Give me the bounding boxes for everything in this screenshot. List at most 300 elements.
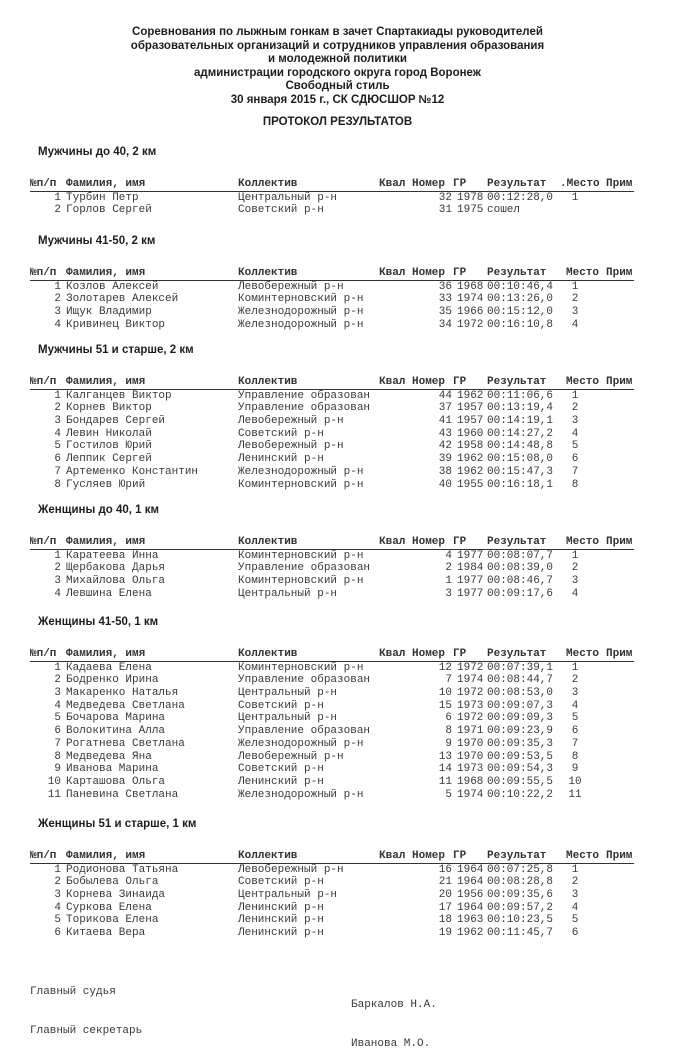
result-time: 00:15:47,3 xyxy=(487,465,554,478)
team-name: Советский р-н xyxy=(238,699,324,712)
athlete-name: Щербакова Дарья xyxy=(66,562,166,575)
col-header-team: Коллектив xyxy=(238,376,298,388)
athlete-name: Корнева Зинаида xyxy=(66,889,166,902)
signature-row xyxy=(30,1012,650,1050)
athlete-name: Бондарев Сергей xyxy=(66,415,166,428)
team-name: Советский р-н xyxy=(238,763,324,776)
table-row xyxy=(30,281,634,294)
col-header-qual: Квал xyxy=(379,178,406,190)
row-num: 2 xyxy=(54,562,61,575)
col-header-qual: Квал xyxy=(379,850,406,862)
col-header-place: Место xyxy=(566,267,600,279)
bib-number: 19 xyxy=(438,927,452,940)
birth-year: 1974 xyxy=(457,674,484,687)
col-header-note: Прим xyxy=(606,267,633,279)
athlete-name: Кривинец Виктор xyxy=(66,318,166,331)
table-row xyxy=(30,192,634,205)
athlete-name: Волокитина Алла xyxy=(66,725,166,738)
team-name: Коминтерновский р-н xyxy=(238,575,364,588)
place: 7 xyxy=(571,465,579,478)
team-name: Управление образован xyxy=(238,674,371,687)
place: 3 xyxy=(571,889,579,902)
birth-year: 1974 xyxy=(457,293,484,306)
bib-number: 38 xyxy=(438,465,452,478)
result-time: 00:13:19,4 xyxy=(487,402,554,415)
bib-number: 14 xyxy=(438,763,452,776)
bib-number: 33 xyxy=(438,293,452,306)
birth-year: 1956 xyxy=(457,889,484,902)
col-header-qual: Квал xyxy=(379,648,406,660)
result-time: 00:08:53,0 xyxy=(487,687,554,700)
row-num: 6 xyxy=(54,453,61,466)
results-table xyxy=(30,648,634,801)
athlete-name: Бочарова Марина xyxy=(66,712,166,725)
bib-number: 12 xyxy=(438,661,452,674)
table-row xyxy=(30,902,634,915)
col-header-result: Результат xyxy=(487,267,547,279)
col-header-name: Фамилия, имя xyxy=(66,376,146,388)
col-header-num: №п/п xyxy=(30,850,57,862)
birth-year: 1975 xyxy=(457,204,484,217)
place: 6 xyxy=(571,453,579,466)
team-name: Левобережный р-н xyxy=(238,750,344,763)
birth-year: 1973 xyxy=(457,763,484,776)
place: 4 xyxy=(571,699,579,712)
result-time: 00:07:25,8 xyxy=(487,863,554,876)
bib-number: 43 xyxy=(438,427,452,440)
bib-number: 15 xyxy=(438,699,452,712)
table-row xyxy=(30,440,634,453)
place: 4 xyxy=(571,587,579,600)
col-header-note: Прим xyxy=(606,376,633,388)
bib-number: 10 xyxy=(438,687,452,700)
team-name: Левобережный р-н xyxy=(238,280,344,293)
bib-number: 5 xyxy=(445,788,452,801)
row-num: 4 xyxy=(54,587,61,600)
row-num: 8 xyxy=(54,750,61,763)
col-header-result: Результат xyxy=(487,850,547,862)
table-row xyxy=(30,466,634,479)
table-row xyxy=(30,914,634,927)
team-name: Левобережный р-н xyxy=(238,440,344,453)
table-header xyxy=(30,850,634,864)
results-table xyxy=(30,267,634,331)
table-row xyxy=(30,575,634,588)
result-time: 00:08:39,0 xyxy=(487,562,554,575)
place: 1 xyxy=(571,549,579,562)
place: 3 xyxy=(571,575,579,588)
team-name: Левобережный р-н xyxy=(238,415,344,428)
birth-year: 1971 xyxy=(457,725,484,738)
row-num: 1 xyxy=(54,863,61,876)
col-header-team: Коллектив xyxy=(238,648,298,660)
table-row xyxy=(30,927,634,940)
table-row xyxy=(30,751,634,764)
place: 3 xyxy=(571,415,579,428)
athlete-name: Карташова Ольга xyxy=(66,775,166,788)
bib-number: 9 xyxy=(445,737,452,750)
signature-row xyxy=(30,973,650,1011)
bib-number: 44 xyxy=(438,389,452,402)
result-time: 00:09:09,3 xyxy=(487,712,554,725)
place: 8 xyxy=(571,750,579,763)
athlete-name: Китаева Вера xyxy=(66,927,146,940)
result-time: 00:09:55,5 xyxy=(487,775,554,788)
table-row xyxy=(30,712,634,725)
result-time: 00:14:48,8 xyxy=(487,440,554,453)
table-row xyxy=(30,306,634,319)
row-num: 5 xyxy=(54,712,61,725)
col-header-qual: Квал xyxy=(379,536,406,548)
table-row xyxy=(30,662,634,675)
place: 2 xyxy=(571,876,579,889)
place: 1 xyxy=(571,191,579,204)
result-time: 00:09:54,3 xyxy=(487,763,554,776)
athlete-name: Гостилов Юрий xyxy=(66,440,152,453)
col-header-team: Коллектив xyxy=(238,178,298,190)
col-header-team: Коллектив xyxy=(238,850,298,862)
bib-number: 18 xyxy=(438,914,452,927)
title-line: Соревнования по лыжным гонкам в зачет Спартакиады руководителей xyxy=(132,26,543,38)
birth-year: 1960 xyxy=(457,427,484,440)
team-name: Коминтерновский р-н xyxy=(238,549,364,562)
athlete-name: Каратеева Инна xyxy=(66,549,159,562)
table-row xyxy=(30,876,634,889)
place: 5 xyxy=(571,914,579,927)
team-name: Левобережный р-н xyxy=(238,863,344,876)
bib-number: 20 xyxy=(438,889,452,902)
col-header-bib: Номер xyxy=(412,376,446,388)
athlete-name: Родионова Татьяна xyxy=(66,863,179,876)
birth-year: 1962 xyxy=(457,389,484,402)
document-title xyxy=(0,26,675,108)
section-title: Женщины 51 и старше, 1 км xyxy=(38,818,197,830)
result-time: 00:10:23,5 xyxy=(487,914,554,927)
signature-role: Главный секретарь xyxy=(30,1025,143,1037)
row-num: 1 xyxy=(54,389,61,402)
col-header-result: Результат xyxy=(487,376,547,388)
signatures-footer xyxy=(30,947,650,1050)
bib-number: 37 xyxy=(438,402,452,415)
col-header-year: ГР xyxy=(453,648,467,660)
birth-year: 1957 xyxy=(457,415,484,428)
table-row xyxy=(30,700,634,713)
birth-year: 1962 xyxy=(457,927,484,940)
athlete-name: Корнев Виктор xyxy=(66,402,152,415)
athlete-name: Левин Николай xyxy=(66,427,152,440)
table-header xyxy=(30,376,634,390)
row-num: 2 xyxy=(54,402,61,415)
col-header-name: Фамилия, имя xyxy=(66,536,146,548)
team-name: Советский р-н xyxy=(238,204,324,217)
athlete-name: Медведева Светлана xyxy=(66,699,185,712)
row-num: 1 xyxy=(54,661,61,674)
col-header-num: №п/п xyxy=(30,376,57,388)
table-header xyxy=(30,267,634,281)
place: 6 xyxy=(571,927,579,940)
athlete-name: Калганцев Виктор xyxy=(66,389,172,402)
row-num: 4 xyxy=(54,699,61,712)
team-name: Железнодорожный р-н xyxy=(238,306,364,319)
table-row xyxy=(30,293,634,306)
result-time: 00:09:57,2 xyxy=(487,901,554,914)
team-name: Коминтерновский р-н xyxy=(238,293,364,306)
table-row xyxy=(30,453,634,466)
birth-year: 1958 xyxy=(457,440,484,453)
birth-year: 1968 xyxy=(457,775,484,788)
team-name: Ленинский р-н xyxy=(238,453,324,466)
bib-number: 13 xyxy=(438,750,452,763)
row-num: 9 xyxy=(54,763,61,776)
result-time: 00:09:17,6 xyxy=(487,587,554,600)
row-num: 2 xyxy=(54,293,61,306)
col-header-qual: Квал xyxy=(379,267,406,279)
team-name: Железнодорожный р-н xyxy=(238,318,364,331)
table-row xyxy=(30,725,634,738)
result-time: 00:11:06,6 xyxy=(487,389,554,402)
result-time: 00:15:08,0 xyxy=(487,453,554,466)
result-time: 00:10:46,4 xyxy=(487,280,554,293)
birth-year: 1964 xyxy=(457,863,484,876)
bib-number: 7 xyxy=(445,674,452,687)
table-row xyxy=(30,674,634,687)
row-num: 6 xyxy=(54,927,61,940)
result-time: 00:09:23,9 xyxy=(487,725,554,738)
col-header-note: Прим xyxy=(606,178,633,190)
place: 2 xyxy=(571,293,579,306)
row-num: 8 xyxy=(54,478,61,491)
team-name: Центральный р-н xyxy=(238,687,338,700)
row-num: 2 xyxy=(54,204,61,217)
results-table xyxy=(30,178,634,217)
team-name: Ленинский р-н xyxy=(238,927,324,940)
col-header-year: ГР xyxy=(453,536,467,548)
row-num: 3 xyxy=(54,415,61,428)
col-header-num: №п/п xyxy=(30,267,57,279)
col-header-result: Результат xyxy=(487,178,547,190)
birth-year: 1957 xyxy=(457,402,484,415)
results-table xyxy=(30,376,634,491)
row-num: 10 xyxy=(47,775,61,788)
bib-number: 40 xyxy=(438,478,452,491)
bib-number: 6 xyxy=(445,712,452,725)
result-time: 00:09:35,6 xyxy=(487,889,554,902)
place: 1 xyxy=(571,280,579,293)
results-table xyxy=(30,850,634,940)
bib-number: 41 xyxy=(438,415,452,428)
section-title: Мужчины 51 и старше, 2 км xyxy=(38,344,194,356)
row-num: 4 xyxy=(54,901,61,914)
row-num: 1 xyxy=(54,280,61,293)
bib-number: 34 xyxy=(438,318,452,331)
birth-year: 1962 xyxy=(457,453,484,466)
birth-year: 1970 xyxy=(457,737,484,750)
title-line: образовательных организаций и сотрудников управления образования xyxy=(130,39,545,52)
table-row xyxy=(30,550,634,563)
table-header xyxy=(30,648,634,662)
place: 11 xyxy=(568,788,582,801)
team-name: Ленинский р-н xyxy=(238,901,324,914)
result-time: 00:08:07,7 xyxy=(487,549,554,562)
place: 7 xyxy=(571,737,579,750)
birth-year: 1972 xyxy=(457,712,484,725)
result-time: 00:16:10,8 xyxy=(487,318,554,331)
col-header-place: Место xyxy=(566,536,600,548)
table-row xyxy=(30,390,634,403)
birth-year: 1970 xyxy=(457,750,484,763)
athlete-name: Артеменко Константин xyxy=(66,465,199,478)
table-row xyxy=(30,889,634,902)
athlete-name: Макаренко Наталья xyxy=(66,687,179,700)
col-header-note: Прим xyxy=(606,850,633,862)
row-num: 1 xyxy=(54,549,61,562)
team-name: Центральный р-н xyxy=(238,889,338,902)
table-header xyxy=(30,536,634,550)
place: 2 xyxy=(571,674,579,687)
bib-number: 36 xyxy=(438,280,452,293)
row-num: 6 xyxy=(54,725,61,738)
result-time: 00:08:44,7 xyxy=(487,674,554,687)
athlete-name: Михайлова Ольга xyxy=(66,575,166,588)
place: 2 xyxy=(571,402,579,415)
table-row xyxy=(30,562,634,575)
table-row xyxy=(30,428,634,441)
place: 2 xyxy=(571,562,579,575)
col-header-name: Фамилия, имя xyxy=(66,178,146,190)
result-time: 00:16:18,1 xyxy=(487,478,554,491)
athlete-name: Медведева Яна xyxy=(66,750,152,763)
row-num: 4 xyxy=(54,318,61,331)
col-header-num: №п/п xyxy=(30,178,57,190)
col-header-year: ГР xyxy=(453,178,467,190)
athlete-name: Торикова Елена xyxy=(66,914,159,927)
title-line: 30 января 2015 г., СК СДЮСШОР №12 xyxy=(230,93,445,106)
result-time: 00:10:22,2 xyxy=(487,788,554,801)
place: 1 xyxy=(571,661,579,674)
bib-number: 21 xyxy=(438,876,452,889)
row-num: 7 xyxy=(54,737,61,750)
col-header-bib: Номер xyxy=(412,536,446,548)
birth-year: 1977 xyxy=(457,549,484,562)
col-header-result: Результат xyxy=(487,648,547,660)
bib-number: 3 xyxy=(445,587,452,600)
result-time: 00:09:07,3 xyxy=(487,699,554,712)
col-header-bib: Номер xyxy=(412,850,446,862)
section-title: Женщины 41-50, 1 км xyxy=(38,616,159,628)
team-name: Центральный р-н xyxy=(238,712,338,725)
bib-number: 31 xyxy=(438,204,452,217)
col-header-num: №п/п xyxy=(30,536,57,548)
birth-year: 1974 xyxy=(457,788,484,801)
team-name: Управление образован xyxy=(238,562,371,575)
team-name: Железнодорожный р-н xyxy=(238,465,364,478)
birth-year: 1968 xyxy=(457,280,484,293)
result-time: 00:09:53,5 xyxy=(487,750,554,763)
col-header-place: Место xyxy=(566,376,600,388)
birth-year: 1963 xyxy=(457,914,484,927)
row-num: 5 xyxy=(54,914,61,927)
team-name: Коминтерновский р-н xyxy=(238,661,364,674)
col-header-team: Коллектив xyxy=(238,267,298,279)
place: 8 xyxy=(571,478,579,491)
col-header-name: Фамилия, имя xyxy=(66,648,146,660)
team-name: Центральный р-н xyxy=(238,191,338,204)
place: 5 xyxy=(571,712,579,725)
row-num: 5 xyxy=(54,440,61,453)
table-row xyxy=(30,402,634,415)
birth-year: 1978 xyxy=(457,191,484,204)
col-header-qual: Квал xyxy=(379,376,406,388)
col-header-year: ГР xyxy=(453,376,467,388)
row-num: 4 xyxy=(54,427,61,440)
place: 4 xyxy=(571,318,579,331)
signature-name: Иванова М.О. xyxy=(351,1038,431,1050)
signature-name: Баркалов Н.А. xyxy=(351,999,437,1011)
bib-number: 42 xyxy=(438,440,452,453)
athlete-name: Турбин Петр xyxy=(66,191,139,204)
title-line: администрации городского округа город Воронеж xyxy=(194,66,481,79)
table-header xyxy=(30,178,634,192)
result-time: 00:09:35,3 xyxy=(487,737,554,750)
place: 6 xyxy=(571,725,579,738)
row-num: 7 xyxy=(54,465,61,478)
result-time: 00:08:28,8 xyxy=(487,876,554,889)
row-num: 3 xyxy=(54,575,61,588)
team-name: Железнодорожный р-н xyxy=(238,737,364,750)
section-title: Мужчины 41-50, 2 км xyxy=(38,235,156,247)
place: 10 xyxy=(568,775,582,788)
row-num: 11 xyxy=(47,788,61,801)
title-line: и молодежной политики xyxy=(268,53,407,66)
birth-year: 1972 xyxy=(457,318,484,331)
place: 4 xyxy=(571,901,579,914)
table-row xyxy=(30,789,634,802)
team-name: Ленинский р-н xyxy=(238,914,324,927)
team-name: Железнодорожный р-н xyxy=(238,788,364,801)
athlete-name: Бодренко Ирина xyxy=(66,674,159,687)
birth-year: 1973 xyxy=(457,699,484,712)
birth-year: 1972 xyxy=(457,687,484,700)
athlete-name: Рогатнева Светлана xyxy=(66,737,185,750)
col-header-bib: Номер xyxy=(412,178,446,190)
team-name: Коминтерновский р-н xyxy=(238,478,364,491)
result-time: 00:11:45,7 xyxy=(487,927,554,940)
table-row xyxy=(30,204,634,217)
team-name: Управление образован xyxy=(238,725,371,738)
athlete-name: Горлов Сергей xyxy=(66,204,152,217)
bib-number: 11 xyxy=(438,775,452,788)
result-time: 00:14:19,1 xyxy=(487,415,554,428)
team-name: Управление образован xyxy=(238,402,371,415)
team-name: Советский р-н xyxy=(238,876,324,889)
birth-year: 1977 xyxy=(457,587,484,600)
bib-number: 39 xyxy=(438,453,452,466)
athlete-name: Иванова Марина xyxy=(66,763,159,776)
team-name: Советский р-н xyxy=(238,427,324,440)
result-time: 00:07:39,1 xyxy=(487,661,554,674)
row-num: 3 xyxy=(54,889,61,902)
table-row xyxy=(30,415,634,428)
signature-role: Главный судья xyxy=(30,986,116,998)
col-header-name: Фамилия, имя xyxy=(66,850,146,862)
bib-number: 35 xyxy=(438,306,452,319)
birth-year: 1955 xyxy=(457,478,484,491)
birth-year: 1977 xyxy=(457,575,484,588)
col-header-place: Место xyxy=(566,850,600,862)
table-row xyxy=(30,319,634,332)
row-num: 3 xyxy=(54,306,61,319)
col-header-note: Прим xyxy=(606,536,633,548)
